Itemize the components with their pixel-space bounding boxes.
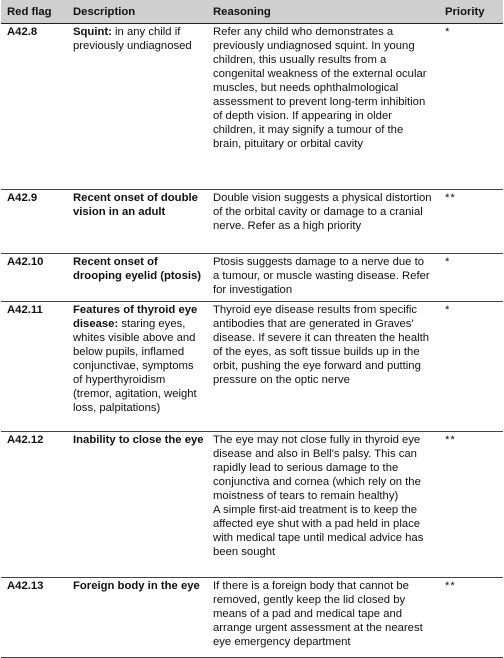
red-flag-code: A42.10 — [1, 254, 64, 302]
reasoning-paragraph: The eye may not close fully in thyroid eye disease and also in Bell's palsy. This can rapidly lead to serious damage to the conjunctiva and cornea (which rely on the moistness of tears to remain healthy) — [213, 434, 421, 502]
header-red-flag: Red flag — [1, 0, 64, 24]
description-text: staring eyes, whites visible above and below pupils, inflamed conjunctivae, symptoms of hyperthyroidism (tremor, agitation, weight loss, palpitations) — [73, 318, 197, 414]
description-cell — [64, 190, 208, 254]
priority-cell: ** — [439, 578, 503, 658]
reasoning-first-aid: A simple first-aid treatment is to keep the affected eye shut with a pad held in place with medical tape until medical advice has been sought — [213, 504, 424, 558]
reasoning-cell: Double vision suggests a physical distortion of the orbital cavity or damage to a cranial nerve. Refer as a high priority — [208, 190, 439, 254]
description-bold: Inability to close the eye — [73, 434, 204, 446]
description-bold: Features of thyroid eye disease: — [73, 304, 198, 330]
description-text: in any child if previously undiagnosed — [73, 26, 192, 52]
red-flag-code: A42.8 — [1, 24, 64, 190]
red-flag-code: A42.9 — [1, 190, 64, 254]
description-cell — [64, 24, 208, 190]
description-bold: Recent onset of drooping eyelid (ptosis) — [73, 256, 202, 282]
table-row — [1, 432, 503, 578]
reasoning-cell: Refer any child who demonstrates a previously undiagnosed squint. In young children, this usually results from a congenital weakness of the external ocular muscles, but needs ophthalmological assessment to prevent long-term inhibition of depth vision. If appearing in older children, it may signify a tumour of the brain, pituitary or orbital cavity — [208, 24, 439, 190]
table-row — [1, 302, 503, 432]
table-row — [1, 254, 503, 302]
description-bold: Recent onset of double vision in an adult — [73, 192, 198, 218]
red-flag-table — [1, 0, 503, 658]
reasoning-cell: Ptosis suggests damage to a nerve due to a tumour, or muscle wasting disease. Refer for investigation — [208, 254, 439, 302]
red-flag-code: A42.13 — [1, 578, 64, 658]
table-header-row — [1, 0, 503, 24]
table-row — [1, 190, 503, 254]
priority-cell: * — [439, 254, 503, 302]
description-cell — [64, 432, 208, 578]
description-cell — [64, 302, 208, 432]
header-reasoning: Reasoning — [208, 0, 439, 24]
priority-cell: * — [439, 24, 503, 190]
description-bold: Foreign body in the eye — [73, 580, 200, 592]
header-description: Description — [64, 0, 208, 24]
table-row — [1, 24, 503, 190]
header-priority: Priority — [439, 0, 503, 24]
priority-cell: * — [439, 302, 503, 432]
reasoning-cell: Thyroid eye disease results from specific antibodies that are generated in Graves' disease. If severe it can threaten the health of the eyes, as soft tissue builds up in the orbit, pushing the eye forward and putting pressure on the optic nerve — [208, 302, 439, 432]
reasoning-cell — [208, 432, 439, 578]
red-flag-code: A42.12 — [1, 432, 64, 578]
description-bold: Squint: — [73, 26, 112, 38]
red-flag-code: A42.11 — [1, 302, 64, 432]
reasoning-cell: If there is a foreign body that cannot be removed, gently keep the lid closed by means of a pad and medical tape and arrange urgent assessment at the nearest eye emergency department — [208, 578, 439, 658]
priority-cell: ** — [439, 190, 503, 254]
description-cell — [64, 254, 208, 302]
priority-cell: ** — [439, 432, 503, 578]
